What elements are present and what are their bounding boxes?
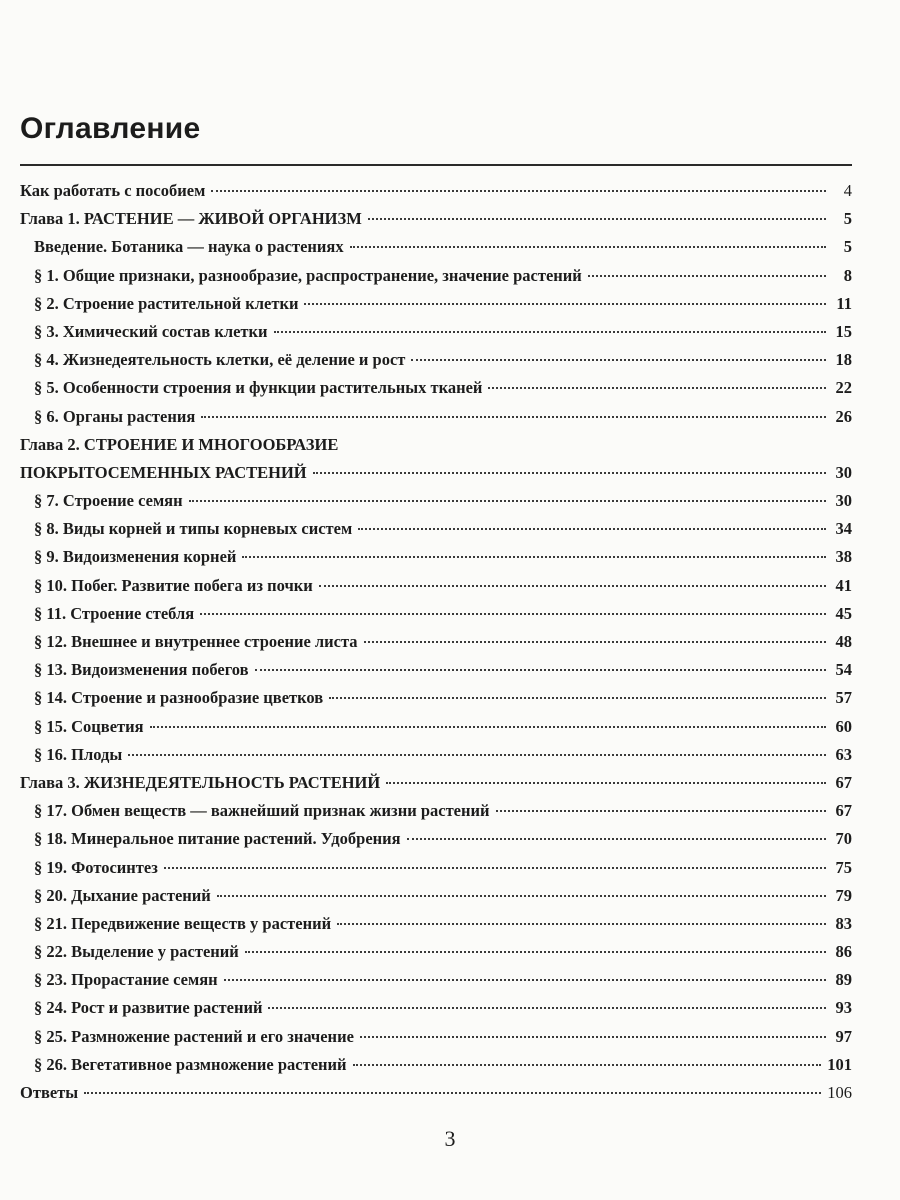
- dot-leader: [360, 1036, 826, 1038]
- toc-entry-label: Введение. Ботаника — наука о растениях: [34, 237, 344, 257]
- toc-entry-label: § 26. Вегетативное размножение растений: [34, 1054, 347, 1074]
- dot-leader: [217, 895, 826, 897]
- toc-entry-answers[interactable]: [20, 1083, 852, 1111]
- toc-entry-page: 63: [835, 744, 852, 764]
- dot-leader: [313, 472, 826, 474]
- dot-leader: [201, 416, 826, 418]
- toc-section-26[interactable]: [20, 1055, 852, 1083]
- toc-entry-label: § 3. Химический состав клетки: [34, 321, 268, 341]
- toc-entry-label: Глава 1. РАСТЕНИЕ — ЖИВОЙ ОРГАНИЗМ: [20, 209, 362, 229]
- toc-entry-label: Глава 2. СТРОЕНИЕ И МНОГООБРАЗИЕ: [20, 434, 339, 454]
- toc-entry-page: 79: [835, 885, 852, 905]
- toc-section-14[interactable]: [20, 688, 852, 716]
- dot-leader: [368, 218, 826, 220]
- toc-section-13[interactable]: [20, 660, 852, 688]
- toc-entry-label: § 20. Дыхание растений: [34, 885, 211, 905]
- toc-entry-page: 83: [835, 913, 852, 933]
- toc-section-3[interactable]: [20, 322, 852, 350]
- toc-entry-label: § 14. Строение и разнообразие цветков: [34, 688, 324, 708]
- toc-section-8[interactable]: [20, 519, 852, 547]
- toc-section-19[interactable]: [20, 858, 852, 886]
- toc-entry-page: 101: [827, 1054, 852, 1074]
- toc-entry-label: § 11. Строение стебля: [34, 603, 195, 623]
- toc-entry-page: 106: [827, 1083, 852, 1102]
- toc-chapter-2-line1[interactable]: [20, 435, 852, 463]
- toc-entry-label: Ответы: [20, 1083, 79, 1102]
- dot-leader: [304, 303, 826, 305]
- dot-leader: [200, 613, 826, 615]
- toc-entry-introduction[interactable]: [20, 237, 852, 265]
- toc-entry-page: 5: [843, 237, 852, 257]
- toc-entry-label: § 18. Минеральное питание растений. Удобрения: [34, 829, 401, 849]
- dot-leader: [242, 556, 826, 558]
- dot-leader: [411, 359, 826, 361]
- toc-entry-label: § 7. Строение семян: [34, 491, 183, 511]
- toc-section-25[interactable]: [20, 1027, 852, 1055]
- toc-entry-page: 57: [835, 688, 852, 708]
- toc-entry-page: 45: [835, 603, 852, 623]
- dot-leader: [329, 697, 826, 699]
- toc-entry-label: Глава 3. ЖИЗНЕДЕЯТЕЛЬНОСТЬ РАСТЕНИЙ: [20, 772, 381, 792]
- dot-leader: [407, 838, 826, 840]
- toc-entry-label: § 19. Фотосинтез: [34, 857, 158, 877]
- page-number: 3: [444, 1126, 456, 1151]
- toc-entry-page: 93: [835, 998, 852, 1018]
- dot-leader: [364, 641, 826, 643]
- toc-entry-label: § 8. Виды корней и типы корневых систем: [34, 519, 353, 539]
- toc-section-18[interactable]: [20, 829, 852, 857]
- toc-entry-label: § 2. Строение растительной клетки: [34, 293, 299, 313]
- toc-section-5[interactable]: [20, 378, 852, 406]
- toc-entry-page: 15: [835, 321, 852, 341]
- toc-entry-page: 22: [835, 378, 852, 398]
- toc-entry-label: § 12. Внешнее и внутреннее строение листа: [34, 632, 358, 651]
- toc-chapter-3[interactable]: [20, 773, 852, 801]
- toc-entry-page: 18: [835, 350, 852, 370]
- dot-leader: [350, 246, 826, 248]
- dot-leader: [164, 867, 826, 869]
- dot-leader: [319, 585, 826, 587]
- toc-chapter-2[interactable]: [20, 463, 852, 491]
- toc-entry-label: § 1. Общие признаки, разнообразие, распространение, значение растений: [34, 265, 582, 285]
- toc-entry-label: § 24. Рост и развитие растений: [34, 998, 263, 1018]
- toc-entry-page: 67: [835, 801, 852, 821]
- toc-entry-page: 41: [835, 575, 852, 595]
- dot-leader: [353, 1064, 822, 1066]
- dot-leader: [211, 190, 826, 192]
- table-of-contents: [20, 181, 852, 1111]
- dot-leader: [337, 923, 826, 925]
- toc-entry-page: 97: [835, 1026, 852, 1046]
- dot-leader: [268, 1007, 826, 1009]
- dot-leader: [496, 810, 826, 812]
- toc-section-15[interactable]: [20, 717, 852, 745]
- dot-leader: [488, 387, 826, 389]
- toc-section-21[interactable]: [20, 914, 852, 942]
- dot-leader: [255, 669, 826, 671]
- dot-leader: [588, 275, 826, 277]
- toc-chapter-1[interactable]: [20, 209, 852, 237]
- toc-section-10[interactable]: [20, 576, 852, 604]
- toc-entry-page: 5: [843, 209, 852, 229]
- toc-section-11[interactable]: [20, 604, 852, 632]
- toc-entry-page: 11: [836, 293, 852, 313]
- toc-entry-label: § 5. Особенности строения и функции растительных тканей: [34, 378, 483, 398]
- toc-entry-page: 89: [835, 970, 852, 990]
- toc-entry-page: 75: [835, 857, 852, 877]
- toc-section-9[interactable]: [20, 547, 852, 575]
- toc-entry-page: 30: [835, 491, 852, 511]
- toc-entry-label: § 23. Прорастание семян: [34, 970, 218, 990]
- toc-entry-how-to-use[interactable]: [20, 181, 852, 209]
- toc-entry-label: § 4. Жизнедеятельность клетки, её деление и рост: [34, 350, 406, 370]
- toc-entry-label: § 25. Размножение растений и его значение: [34, 1026, 354, 1046]
- dot-leader: [245, 951, 826, 953]
- toc-entry-label: § 15. Соцветия: [34, 716, 144, 736]
- toc-section-17[interactable]: [20, 801, 852, 829]
- toc-entry-page: 26: [835, 406, 852, 426]
- toc-entry-page: 8: [843, 265, 852, 285]
- toc-entry-label: § 9. Видоизменения корней: [34, 547, 237, 567]
- toc-entry-page: 67: [835, 772, 852, 792]
- toc-section-12[interactable]: [20, 632, 852, 660]
- toc-section-7[interactable]: [20, 491, 852, 519]
- toc-entry-label: § 10. Побег. Развитие побега из почки: [34, 575, 313, 595]
- toc-entry-label: § 13. Видоизменения побегов: [34, 660, 249, 680]
- toc-section-20[interactable]: [20, 886, 852, 914]
- toc-section-23[interactable]: [20, 970, 852, 998]
- toc-entry-page: 60: [835, 716, 852, 736]
- toc-section-16[interactable]: [20, 745, 852, 773]
- toc-entry-page: 48: [835, 632, 852, 651]
- dot-leader: [84, 1092, 821, 1094]
- toc-entry-label: § 21. Передвижение веществ у растений: [34, 913, 332, 933]
- toc-entry-page: 4: [843, 181, 852, 200]
- toc-entry-page: 70: [835, 829, 852, 849]
- toc-section-1[interactable]: [20, 266, 852, 294]
- toc-entry-page: 54: [835, 660, 852, 680]
- title-rule: [20, 164, 852, 166]
- toc-entry-page: 86: [835, 942, 852, 962]
- toc-entry-page: 38: [835, 547, 852, 567]
- toc-section-4[interactable]: [20, 350, 852, 378]
- page-title: Оглавление: [20, 112, 201, 145]
- toc-entry-page: 34: [835, 519, 852, 539]
- toc-entry-label: § 22. Выделение у растений: [34, 942, 239, 962]
- dot-leader: [358, 528, 826, 530]
- toc-entry-label: § 17. Обмен веществ — важнейший признак жизни растений: [34, 801, 490, 821]
- dot-leader: [189, 500, 826, 502]
- toc-section-24[interactable]: [20, 998, 852, 1026]
- dot-leader: [274, 331, 826, 333]
- dot-leader: [150, 726, 826, 728]
- toc-entry-label: § 6. Органы растения: [34, 406, 196, 426]
- toc-entry-label: § 16. Плоды: [34, 744, 123, 764]
- toc-entry-label: ПОКРЫТОСЕМЕННЫХ РАСТЕНИЙ: [20, 462, 307, 482]
- toc-section-2[interactable]: [20, 294, 852, 322]
- dot-leader: [224, 979, 826, 981]
- toc-section-6[interactable]: [20, 407, 852, 435]
- toc-entry-label: Как работать с пособием: [20, 181, 206, 200]
- toc-section-22[interactable]: [20, 942, 852, 970]
- dot-leader: [386, 782, 826, 784]
- toc-entry-page: 30: [835, 462, 852, 482]
- dot-leader: [128, 754, 826, 756]
